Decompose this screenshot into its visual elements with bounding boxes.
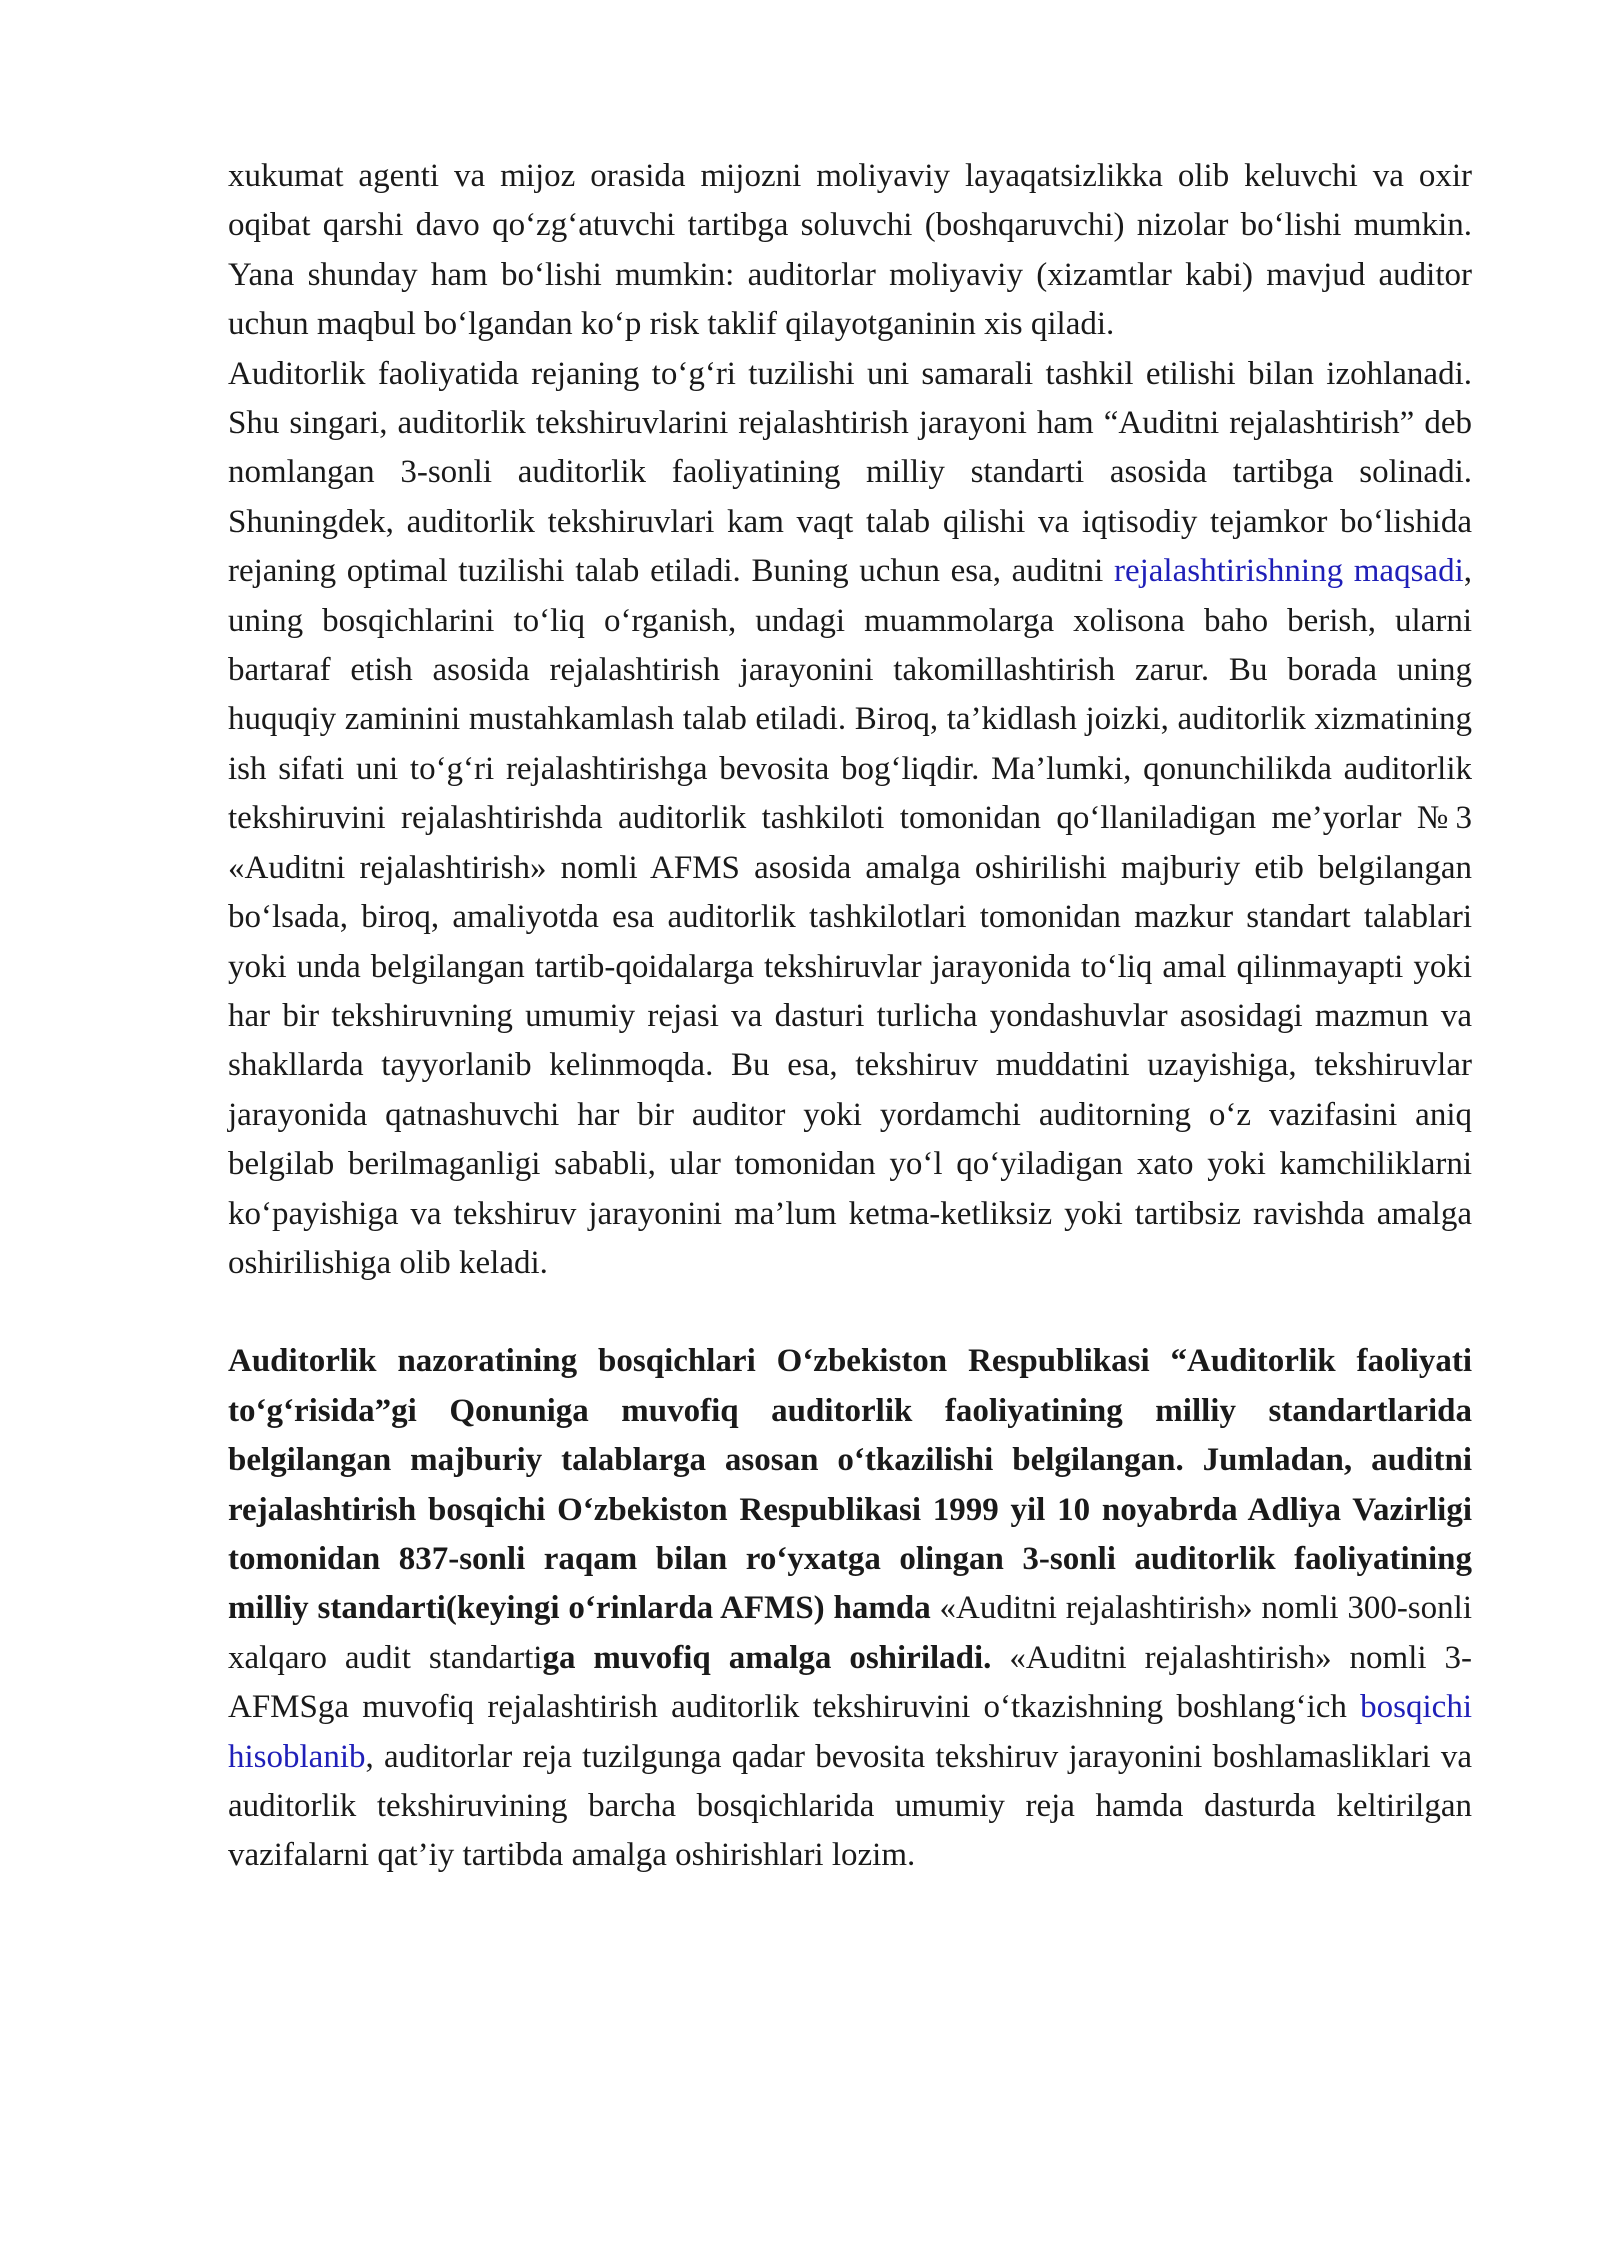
- audit-stages-text-end: , auditorlar reja tuzilgunga qadar bevosita tekshiruv jarayonini boshlamasliklari va auditorlik tekshiruvining barcha bosqichlarida umumiy reja hamda dasturda keltirilgan vazifalarni qat’iy tartibda amalga oshirishlari lozim.: [228, 1738, 1472, 1874]
- paragraph-audit-stages: [228, 1337, 1472, 1880]
- paragraph-planning-text-end: , uning bosqichlarini to‘liq o‘rganish, undagi muammolarga xolisona baho berish, ularni bartaraf etish asosida rejalashtirish jarayonini takomillashtirish zarur. Bu borada uning huquqiy zaminini mustahkamlash talab etiladi. Biroq, ta’kidlash joizki, auditorlik xizmatining ish sifati uni to‘g‘ri rejalashtirishga bevosita bog‘liqdir. Ma’lumki, qonunchilikda auditorlik tekshiruvini rejalashtirishda auditorlik tashkiloti tomonidan qo‘llaniladigan me’yorlar №3 «Auditni rejalashtirish» nomli AFMS asosida amalga oshirilishi majburiy etib belgilangan bo‘lsada, biroq, amaliyotda esa auditorlik tashkilotlari tomonidan mazkur standart talablari yoki unda belgilangan tartib-qoidalarga tekshiruvlar jarayonida to‘liq amal qilinmayapti yoki har bir tekshiruvning umumiy rejasi va dasturi turlicha yondashuvlar asosidagi mazmun va shakllarda tayyorlanib kelinmoqda. Bu esa, tekshiruv muddatini uzayishiga, tekshiruvlar jarayonida qatnashuvchi har bir auditor yoki yordamchi auditorning o‘z vazifasini aniq belgilab berilmaganligi sababli, ular tomonidan yo‘l qo‘yiladigan xato yoki kamchiliklarni ko‘payishiga va tekshiruv jarayonini ma’lum ketma-ketliksiz yoki tartibsiz ravishda amalga oshirilishiga olib keladi.: [228, 553, 1472, 1281]
- paragraph-intro: xukumat agenti va mijoz orasida mijozni moliyaviy layaqatsizlikka olib keluvchi va oxir oqibat qarshi davo qo‘zg‘atuvchi tartibga soluvchi (boshqaruvchi) nizolar bo‘lishi mumkin. Yana shunday ham bo‘lishi mumkin: auditorlar moliyaviy (xizamtlar kabi) mavjud auditor uchun maqbul bo‘lgandan ko‘p risk taklif qilayotganinin xis qiladi.: [228, 158, 1472, 343]
- audit-stages-bold-start: Auditorlik nazoratining bosqichlari O‘zbekiston Respublikasi “Auditorlik faoliyati to‘g‘risida”gi Qonuniga muvofiq auditorlik faoliyatining milliy standartlarida belgilangan majburiy talablarga asosan o‘tkazilishi belgilangan. Jumladan, auditni rejalashtirish bosqichi O‘zbekiston Respublikasi 1999 yil 10 noyabrda Adliya Vazirligi tomonidan 837-sonli raqam bilan ro‘yxatga olingan 3-sonli auditorlik faoliyatining milliy standarti(keyingi o‘rinlarda AFMS) hamda: [228, 1343, 1472, 1627]
- link-initial-stage[interactable]: bosqichi hisoblanib: [228, 1689, 1472, 1775]
- link-planning-purpose[interactable]: rejalashtirishning maqsadi: [1113, 553, 1464, 590]
- document-page: [228, 152, 1472, 1881]
- paragraph-planning-text-start: Auditorlik faoliyatida rejaning to‘g‘ri tuzilishi uni samarali tashkil etilishi bilan izohlanadi. Shu singari, auditorlik tekshiruvlarini rejalashtirish jarayoni ham “Auditni rejalashtirish” deb nomlangan 3-sonli auditorlik faoliyatining milliy standarti asosida tartibga solinadi. Shuningdek, auditorlik tekshiruvlari kam vaqt talab qilishi va iqtisodiy tejamkor bo‘lishida rejaning optimal tuzilishi talab etiladi. Buning uchun esa, auditni: [228, 355, 1472, 590]
- paragraph-spacer: [228, 1288, 1472, 1337]
- audit-stages-text-standard: «Auditni rejalashtirish» nomli 300-sonli xalqaro audit standarti: [228, 1590, 1472, 1676]
- audit-stages-bold-end: ga muvofiq amalga oshiriladi.: [542, 1639, 992, 1676]
- audit-stages-text-afms: «Auditni rejalashtirish» nomli 3-AFMSga muvofiq rejalashtirish auditorlik tekshiruvini o‘tkazishning boshlang‘ich: [228, 1639, 1472, 1726]
- paragraph-planning: [228, 350, 1472, 1289]
